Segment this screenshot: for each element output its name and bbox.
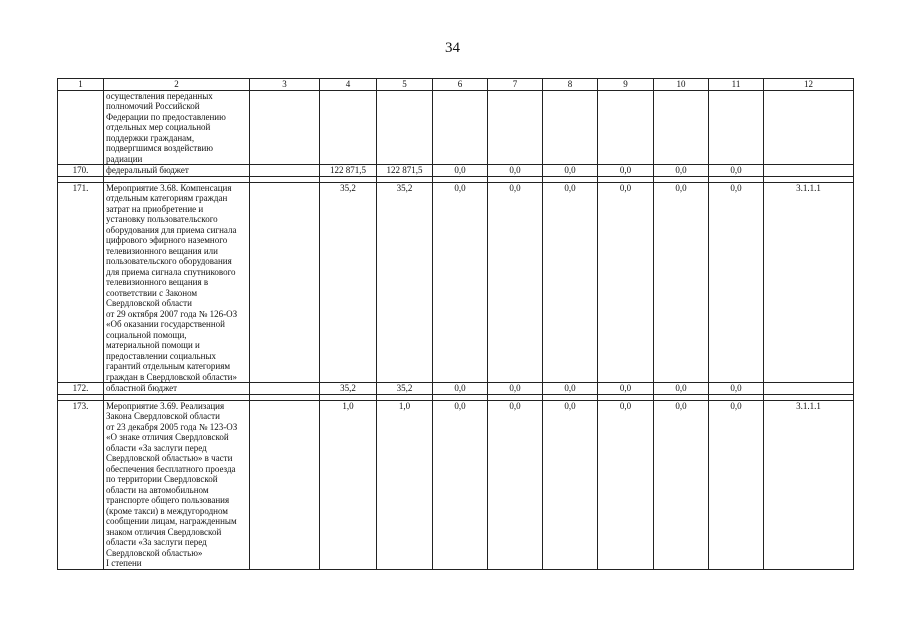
program-table [57, 78, 854, 570]
table-cell-c11: 0,0 [709, 165, 764, 177]
table-cell-c6: 0,0 [433, 383, 488, 395]
table-cell-desc: осуществления переданных полномочий Российской Федерации по предоставлению отдельных мер социальной поддержки гражданам, подвергшимся воздействию радиации [104, 90, 250, 165]
header-row [58, 79, 854, 91]
table-cell-c8: 0,0 [543, 400, 598, 569]
table-cell-c6 [433, 90, 488, 165]
table-cell-c8: 0,0 [543, 182, 598, 383]
table-cell-num: 171. [58, 182, 104, 383]
table-cell-c3 [250, 90, 320, 165]
table-cell-c6: 0,0 [433, 400, 488, 569]
table-cell-c9 [598, 90, 654, 165]
table-cell-c10: 0,0 [654, 182, 709, 383]
table-cell-c11: 0,0 [709, 383, 764, 395]
column-header-6: 6 [433, 79, 488, 91]
table-cell-c8: 0,0 [543, 165, 598, 177]
table-cell-desc: Мероприятие 3.68. Компенсация отдельным категориям граждан затрат на приобретение и установку пользовательского оборудования для приема сигнала цифрового эфирного наземного телевизионного вещания или пользовательского оборудования для приема сигнала спутникового телевизионного вещания в соответствии с Законом Свердловской области от 29 октября 2007 года № 126-ОЗ «Об оказании государственной социальной помощи, материальной помощи и предоставлении социальных гарантий отдельным категориям граждан в Свердловской области» [104, 182, 250, 383]
table-cell-desc: федеральный бюджет [104, 165, 250, 177]
table-cell-c10 [654, 90, 709, 165]
table-cell-c7: 0,0 [488, 400, 543, 569]
table-cell-c9: 0,0 [598, 383, 654, 395]
table-row [58, 182, 854, 383]
table-cell-c10: 0,0 [654, 383, 709, 395]
table-cell-c4: 35,2 [320, 182, 377, 383]
table-cell-c11 [709, 90, 764, 165]
table-cell-c8 [543, 90, 598, 165]
table-cell-c6: 0,0 [433, 165, 488, 177]
table-cell-num: 172. [58, 383, 104, 395]
table-cell-c7: 0,0 [488, 182, 543, 383]
column-header-9: 9 [598, 79, 654, 91]
table-cell-c9: 0,0 [598, 400, 654, 569]
column-header-7: 7 [488, 79, 543, 91]
table-cell-c5: 1,0 [377, 400, 433, 569]
column-header-1: 1 [58, 79, 104, 91]
column-header-4: 4 [320, 79, 377, 91]
table-cell-c4 [320, 90, 377, 165]
table-cell-c4: 122 871,5 [320, 165, 377, 177]
table-cell-c5 [377, 90, 433, 165]
table-cell-c10: 0,0 [654, 400, 709, 569]
table-cell-c10: 0,0 [654, 165, 709, 177]
table-cell-c12: 3.1.1.1 [764, 400, 854, 569]
table-cell-c5: 35,2 [377, 182, 433, 383]
table-cell-c3 [250, 182, 320, 383]
table-cell-c6: 0,0 [433, 182, 488, 383]
table-cell-c9: 0,0 [598, 182, 654, 383]
table-cell-c7 [488, 90, 543, 165]
table-cell-c12 [764, 165, 854, 177]
table-row [58, 90, 854, 165]
column-header-3: 3 [250, 79, 320, 91]
table-row [58, 165, 854, 177]
column-header-10: 10 [654, 79, 709, 91]
table-cell-c7: 0,0 [488, 165, 543, 177]
table-cell-c8: 0,0 [543, 383, 598, 395]
table-cell-c9: 0,0 [598, 165, 654, 177]
table-cell-c11: 0,0 [709, 400, 764, 569]
table-cell-c7: 0,0 [488, 383, 543, 395]
page-number: 34 [445, 40, 460, 56]
column-header-5: 5 [377, 79, 433, 91]
table-cell-c3 [250, 165, 320, 177]
table-cell-num [58, 90, 104, 165]
table-cell-c3 [250, 383, 320, 395]
column-header-8: 8 [543, 79, 598, 91]
table-cell-c4: 1,0 [320, 400, 377, 569]
column-header-2: 2 [104, 79, 250, 91]
table-row [58, 400, 854, 569]
table-cell-c11: 0,0 [709, 182, 764, 383]
table-cell-num: 170. [58, 165, 104, 177]
table-cell-c12: 3.1.1.1 [764, 182, 854, 383]
table-cell-desc: областной бюджет [104, 383, 250, 395]
column-header-12: 12 [764, 79, 854, 91]
table-cell-c5: 35,2 [377, 383, 433, 395]
table-cell-c5: 122 871,5 [377, 165, 433, 177]
table-cell-num: 173. [58, 400, 104, 569]
table-row [58, 383, 854, 395]
table-cell-c12 [764, 90, 854, 165]
table-cell-c4: 35,2 [320, 383, 377, 395]
column-header-11: 11 [709, 79, 764, 91]
table-cell-desc: Мероприятие 3.69. Реализация Закона Свердловской области от 23 декабря 2005 года № 123-ОЗ «О знаке отличия Свердловской области «За заслуги перед Свердловской областью» в части обеспечения бесплатного проезда по территории Свердловской области на автомобильном транспорте общего пользования (кроме такси) в междугородном сообщении лицам, награжденным знаком отличия Свердловской области «За заслуги перед Свердловской областью» I степени [104, 400, 250, 569]
table-body [58, 90, 854, 569]
table-cell-c3 [250, 400, 320, 569]
table-cell-c12 [764, 383, 854, 395]
